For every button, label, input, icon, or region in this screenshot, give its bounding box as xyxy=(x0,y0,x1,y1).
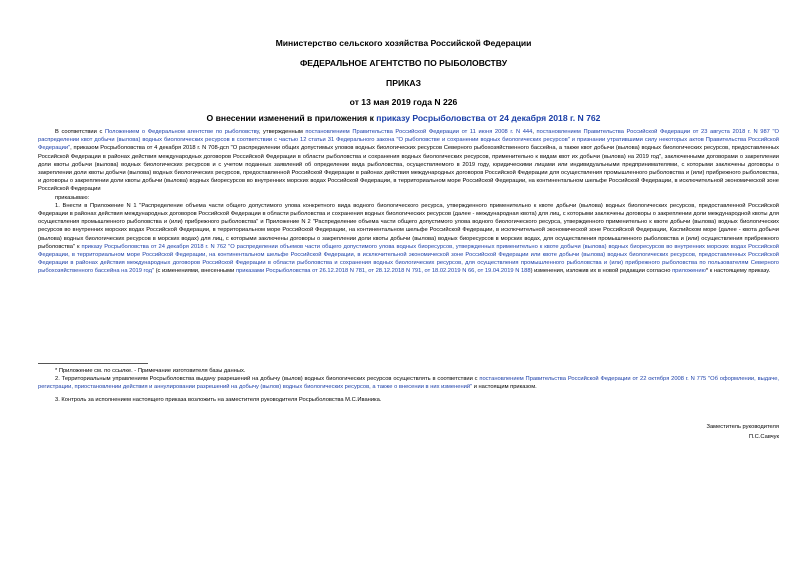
document-body xyxy=(38,128,779,276)
preamble-paragraph xyxy=(38,128,779,194)
item-1-paragraph xyxy=(38,202,779,276)
footnote-separator xyxy=(38,363,148,364)
government-decree-444-link[interactable]: постановлением Правительства Российской Федерации от 11 июня 2008 г. N 444 xyxy=(305,129,533,135)
order-762-full-link[interactable]: приказу Росрыболовства от 24 декабря 2018 г. N 762 "О распределении объемов части общего допустимого улова водных биоресурсов, утвержденных применительно к квоте добычи (вылова) водных биоресурсов во внутренних морских водах Российской Федерации, в территориальном море Российской Федерации, на континентальном шельфе Российской Федерации, в исключительной экономической зоне Российской Федерации или квоте добычи (вылова) водных биологических ресурсов, предоставленных Российской Федерации в районах действия международных договоров Российской Федерации в области рыболовства и сохранения водных биологических ресурсов, для осуществления промышленного рыболовства и (или) прибрежного рыболовства по пользователям Северного рыбохозяйственного бассейна на 2019 год" xyxy=(38,243,779,275)
signatory-position: Заместитель руководителя xyxy=(706,424,779,430)
amending-orders-link[interactable]: приказами Росрыболовства от 26.12.2018 N 781, от 28.12.2018 N 791, от 18.02.2019 N 66, от 19.04.2019 N 188 xyxy=(235,268,531,275)
preamble-text: , xyxy=(532,129,537,135)
item-1-text: 1. Внести в Приложение N 1 "Распределение объема части общего допустимого улова конкретного вида водного биологического ресурса, утвержденного применительно к квоте добычи (вылова) водных биологических ресурсов, предоставленной Российской Федерации в районах действия международных договоров Российской Федерации в области рыболовства и сохранения водных биологических ресурсов (далее - международная квота) для лиц, с которыми заключены договоры о закреплении доли международной квоты для осуществления промышленного рыболовства и (или) прибрежного рыболовства" и Приложение N 2 "Распределение объема части общего допустимого улова водного биологического ресурса, утвержденного применительно к квоте добычи (вылова) водных биологических ресурсов во внутренних морских водах Российской Федерации, в территориальном море Российской Федерации, на континентальном шельфе Российской Федерации, в исключительной экономической зоне Российской Федерации, Каспийском море (далее - квота добычи (вылова) водных биологических ресурсов в морских водах) для лиц, с которыми заключены договоры о закреплении доли квоты добычи (вылова) водных биоресурсов в морских водах, для осуществления промышленного рыболовства и (или) осуществления прибрежного рыболовства" к xyxy=(38,202,779,250)
ministry-name: Министерство сельского хозяйства Российской Федерации xyxy=(275,38,532,48)
document-title xyxy=(0,113,807,123)
document-title-text: О внесении изменений в приложения к xyxy=(206,113,377,123)
item-2-text: и настоящим приказом. xyxy=(472,384,537,391)
document-date-number: от 13 мая 2019 года N 226 xyxy=(349,97,458,107)
order-word: приказываю: xyxy=(55,194,90,201)
order-762-link[interactable]: приказу Росрыболовства от 24 декабря 2018 г. N 762 xyxy=(376,113,601,123)
agency-regulation-link[interactable]: Положением о Федеральном агентстве по рыболовству xyxy=(104,129,259,135)
item-2-paragraph xyxy=(38,375,779,391)
document-type: ПРИКАЗ xyxy=(386,78,421,88)
item-3-paragraph: 3. Контроль за исполнением настоящего приказа возложить на заместителя руководителя Росрыболовства М.С.Иваника. xyxy=(55,396,382,403)
preamble-text: В соответствии с xyxy=(55,129,105,135)
signatory-name: П.С.Савчук xyxy=(748,434,779,440)
item-2-text: 2. Территориальным управлениям Росрыболовства выдачу разрешений на добычу (вылов) водных биологических ресурсов осуществлять в соответствии с xyxy=(55,376,480,383)
government-decree-775-link[interactable]: постановлением Правительства Российской Федерации от 22 октября 2008 г. N 775 "Об оформлении, выдаче, регистрации, приостановлении действия и аннулировании разрешений на добычу (вылов) водных биологических ресурсов, а также о внесении в них изменений" xyxy=(38,376,779,391)
preamble-text: , утвержденным xyxy=(258,129,306,135)
preamble-text: , приказом Росрыболовства от 4 декабря 2018 г. N 708-дсп "О распределении общих допустимых уловов водных биологических ресурсов Северного рыбохозяйственного бассейна, а также квот добычи (вылова) водных биологических ресурсов, предоставленных Российской Федерации в районах действия международных договоров Российской Федерации в области рыболовства и сохранения водных биологических ресурсов, применительно к видам квот их добычи (вылова) на 2019 год", заключенными договорами о закреплении доли квоты добычи (вылова) водных биологических ресурсов и с учетом поданных заявлений об определении вида рыболовства, осуществляемого в 2019 году, юридическими лицами или индивидуальными предпринимателями, с которыми заключены договоры о закреплении доли квоты добычи (вылова) водных биологических ресурсов, предоставленной Российской Федерации в районах действия международных договоров Российской Федерации для осуществления промышленного рыболовства и (или) прибрежного рыболовства, и договоры о закреплении доли квоты добычи (вылова) водных биоресурсов во внутренних морских водах Российской Федерации, в территориальном море Российской Федерации, на континентальном шельфе Российской Федерации, в исключительной экономической зоне Российской Федерации xyxy=(38,145,779,193)
item-1-text: ) изменения, изложив их в новой редакции согласно xyxy=(530,268,673,275)
footnote: * Приложение см. по ссылке. - Примечание изготовителя базы данных. xyxy=(55,368,246,374)
agency-name: ФЕДЕРАЛЬНОЕ АГЕНТСТВО ПО РЫБОЛОВСТВУ xyxy=(299,58,508,68)
item-1-text: * к настоящему приказу. xyxy=(705,268,771,275)
footnote-section xyxy=(38,367,779,404)
item-1-text: (с изменениями, внесенными xyxy=(153,268,236,275)
government-decree-987-link[interactable]: постановлением Правительства Российской Федерации от 23 августа 2018 г. N 987 "О распределении квот добычи (вылова) водных биологических ресурсов в соответствии с частью 12 статьи 31 Федерального закона "О рыболовстве и сохранении водных биологических ресурсов" и признании утратившими силу некоторых актов Правительства Российской Федерации" xyxy=(38,129,779,152)
appendix-link[interactable]: приложению xyxy=(672,268,706,275)
